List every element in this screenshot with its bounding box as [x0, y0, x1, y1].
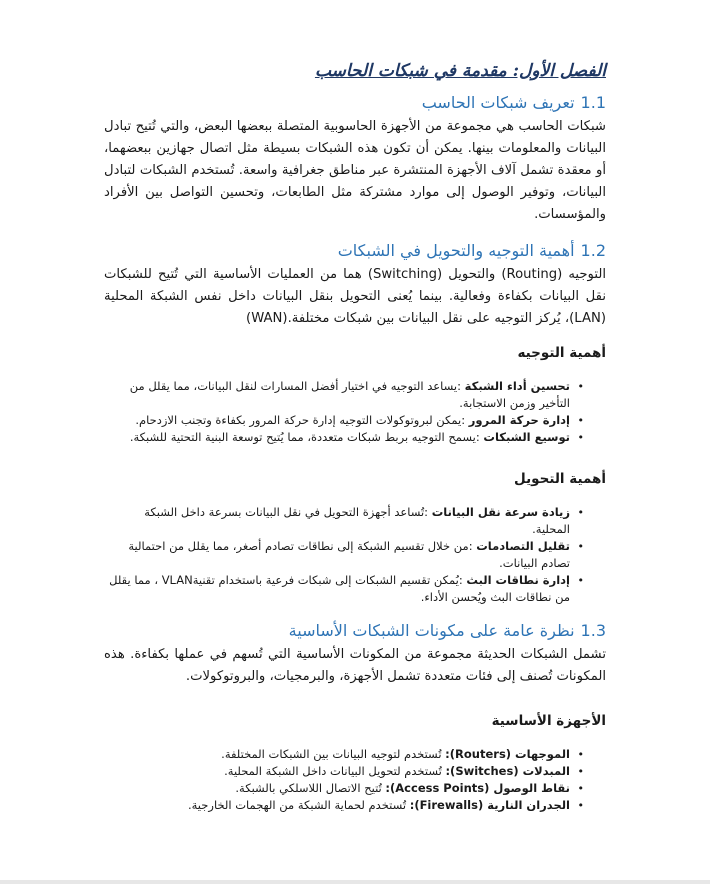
section-number: 1.2 [580, 241, 606, 260]
item-text: تُستخدم لتحويل البيانات داخل الشبكة المحلية. [224, 764, 442, 778]
list-item [104, 412, 584, 429]
list-item [104, 538, 584, 572]
switching-benefits-list [104, 504, 606, 606]
subsection-title-switching: أهمية التحويل [514, 471, 606, 487]
item-term: إدارة حركة المرور [468, 413, 570, 427]
list-item [104, 763, 584, 780]
list-item [104, 378, 584, 412]
subsection-title-core-devices: الأجهزة الأساسية [491, 713, 606, 729]
item-term: تقليل التصادمات [476, 539, 570, 553]
list-item [104, 504, 584, 538]
chapter-title: الفصل الأول: مقدمة في شبكات الحاسب [314, 61, 606, 81]
section-title-text: نظرة عامة على مكونات الشبكات الأساسية [288, 621, 575, 640]
list-item [104, 780, 584, 797]
core-devices-list [104, 746, 606, 814]
item-text: :يساعد التوجيه في اختيار أفضل المسارات لنقل البيانات، مما يقلل من التأخير وزمن الاستجابة. [129, 379, 570, 410]
section-heading-1-3 [104, 618, 606, 644]
item-term: زيادة سرعة نقل البيانات [431, 505, 570, 519]
subsection-title-routing: أهمية التوجيه [517, 345, 606, 361]
section-heading-1-1 [104, 90, 606, 116]
section-number: 1.3 [580, 621, 606, 640]
item-text: :يُمكن تقسيم الشبكات إلى شبكات فرعية باستخدام تقنيةVLAN ، مما يقلل من نطاقات البث ويُحسن الأداء. [109, 573, 570, 604]
item-term: الجدران النارية (Firewalls): [409, 798, 570, 812]
section-paragraph-1-3: تشمل الشبكات الحديثة مجموعة من المكونات الأساسية التي تُسهم في عملها بكفاءة. هذه المكونات تُصنف إلى فئات متعددة تشمل الأجهزة، والبرمجيات، والبروتوكولات. [104, 647, 606, 684]
item-text: تُستخدم لحماية الشبكة من الهجمات الخارجية. [187, 798, 407, 812]
list-item [104, 429, 584, 446]
item-term: تحسين أداء الشبكة [464, 379, 570, 393]
section-number: 1.1 [580, 93, 606, 112]
item-term: إدارة نطاقات البث [466, 573, 570, 587]
list-item [104, 572, 584, 606]
routing-benefits-list [104, 378, 606, 446]
item-text: :يمكن لبروتوكولات التوجيه إدارة حركة المرور بكفاءة وتجنب الازدحام. [135, 413, 466, 427]
section-heading-1-2 [104, 238, 606, 264]
item-text: :من خلال تقسيم الشبكة إلى نطاقات تصادم أصغر، مما يقلل من احتمالية تصادم البيانات. [128, 539, 570, 570]
item-text: تُستخدم لتوجيه البيانات بين الشبكات المختلفة. [221, 747, 442, 761]
section-paragraph-1-2: التوجيه (Routing) والتحويل (Switching) هما من العمليات الأساسية التي تُتيح للشبكات نقل البيانات بكفاءة وفعالية. بينما يُعنى التحويل بنقل البيانات داخل نفس الشبكة المحلية (LAN)، يُركز التوجيه على نقل البيانات بين شبكات مختلفة.(WAN) [104, 267, 607, 326]
item-text: :تُساعد أجهزة التحويل في نقل البيانات بسرعة داخل الشبكة المحلية. [144, 505, 570, 536]
item-term: توسيع الشبكات [483, 430, 570, 444]
item-text: :يسمح التوجيه بربط شبكات متعددة، مما يُتيح توسعة البنية التحتية للشبكة. [129, 430, 480, 444]
page-bottom-divider [0, 880, 710, 884]
item-text: تُتيح الاتصال اللاسلكي بالشبكة. [235, 781, 382, 795]
item-term: الموجهات (Routers): [445, 747, 570, 761]
section-title-text: تعريف شبكات الحاسب [421, 93, 575, 112]
item-term: المبدلات (Switches): [445, 764, 570, 778]
section-paragraph-1-1: شبكات الحاسب هي مجموعة من الأجهزة الحاسوبية المتصلة ببعضها البعض، والتي تُتيح تبادل البيانات والمعلومات بينها. يمكن أن تكون هذه الشبكات بسيطة مثل اتصال جهازين ببعضهما، أو معقدة تشمل آلاف الأجهزة المنتشرة عبر مناطق جغرافية واسعة. تُستخدم الشبكات لتبادل البيانات، وتوفير الوصول إلى موارد مشتركة مثل الطابعات، وتحسين التواصل بين الأفراد والمؤسسات. [104, 119, 606, 222]
section-title-text: أهمية التوجيه والتحويل في الشبكات [337, 241, 575, 260]
item-term: نقاط الوصول (Access Points): [385, 781, 570, 795]
list-item [104, 746, 584, 763]
list-item [104, 797, 584, 814]
